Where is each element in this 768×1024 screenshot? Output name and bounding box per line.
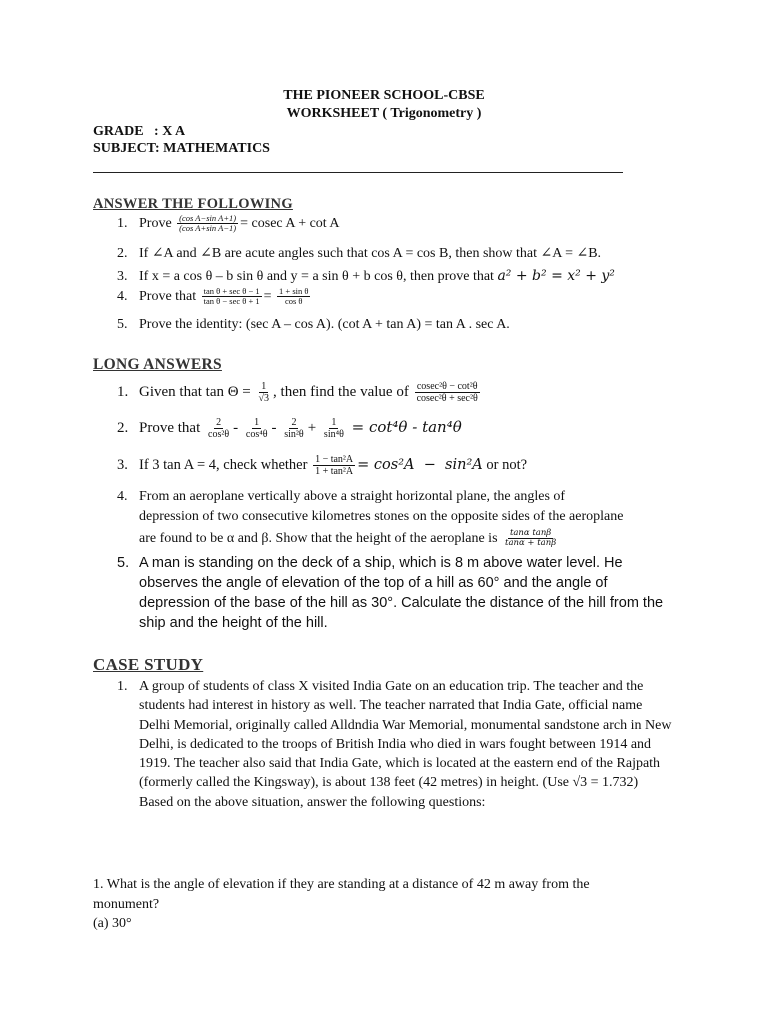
section-title-long-answers: LONG ANSWERS [93,356,222,373]
fraction: $\frac{\text{tanα tanβ}}{\tan\alpha + \tan\beta}$ [505,528,557,549]
worksheet-title: WORKSHEET ( Trigonometry ) [286,106,482,121]
case-study-paragraph: 1. A group of students of class X visited India Gate on an education trip. The teacher and the students had interest in history as well. The teacher narrated that India Gate, official name Delhi Memorial, originally called Alldndia War Memorial, monumental sandstone arch in New Delhi, is dedicated to the troops of British India who died in wars fought between 1914 and 1919. The teacher also said that India Gate, which is located at the eastern end of the Rajpath (formerly called the Kingsway), is about 138 feet (42 metres) in height. (Use √3 = 1.732) Based on the above situation, answer the following questions: [117,679,672,810]
question-text: 1. What is the angle of elevation if they are standing at a distance of 42 m away from the monument? [93,877,590,912]
grade-line: GRADE : X A [93,124,186,139]
fraction: $\frac{2}{\text{cos²θ}}$ [208,417,230,440]
fraction: $\frac{1}{√3}$ [258,381,270,404]
divider-rule [93,172,623,173]
list-item: 4. From an aeroplane vertically above a straight horizontal plane, the angles of depression of two consecutive kilometres stones on the opposite sides of the aeroplane are found to be α and β. Show that the height of the aeroplane is $\frac{\text{tanα tanβ}}{\tan\alpha + \tan\beta}$ [117,489,624,549]
fraction: $\frac{\text{tan θ + sec θ − 1}}{\text{tan θ − sec θ + 1}}$ [203,286,260,307]
list-item: 3. If x = a cos θ – b sin θ and y = a sin θ + b cos θ, then prove that a² + b² = x² + y² [117,268,615,284]
list-item: 5. A man is standing on the deck of a ship, which is 8 m above water level. He observes the angle of elevation of the top of a hill as 60° and the angle of depression of the base of the hill as 30°. Calculate the distance of the hill from the ship and the height of the hill. [117,555,664,631]
school-title: THE PIONEER SCHOOL-CBSE [283,88,485,103]
fraction: $\frac{1}{\text{cos⁴θ}}$ [245,417,268,440]
list-item: 1. Given that tan Θ = $\frac{1}{√3}$ , then find the value of $\frac{\text{cosec²θ − cot²θ}}{\text{cosec²θ + sec²θ}}$ [117,381,478,404]
fraction: $\frac{2}{\text{sin²θ}}$ [284,417,304,440]
fraction: $\frac{\text{1 − tan²A}}{\text{1 + tan²A}}$ [315,454,354,477]
subject-line: SUBJECT: MATHEMATICS [93,141,270,156]
fraction: $\frac{\text{(cos A−sin A+1)}}{\text{(cos A+sin A−1)}}$ [179,213,237,234]
option-a: (a) 30° [93,916,132,931]
list-item: 2. Prove that $\frac{2}{\text{cos²θ}}$ - $\frac{1}{\text{cos⁴θ}}$ - $\frac{2}{\text{sin²θ}}$ + $\frac{1}{\text{sin⁴θ}}$ = cot⁴θ - tan⁴θ [117,417,462,440]
list-item: 3. If 3 tan A = 4, check whether $\frac{\text{1 − tan²A}}{\text{1 + tan²A}}$ = cos²A − sin²A or not? [117,454,528,477]
fraction: $\frac{\text{1 + sin θ}}{\text{cos θ}}$ [279,286,309,307]
section-title-case-study: CASE STUDY [93,655,204,674]
list-item: 1. Prove $\frac{\text{(cos A−sin A+1)}}{\text{(cos A+sin A−1)}}$ = cosec A + cot A [117,213,340,234]
list-item: 4. Prove that $\frac{\text{tan θ + sec θ − 1}}{\text{tan θ − sec θ + 1}}$ = $\frac{\text{1 + sin θ}}{\text{cos θ}}$ [117,286,309,307]
fraction: $\frac{1}{\text{sin⁴θ}}$ [323,417,344,440]
section-title-answer-following: ANSWER THE FOLLOWING [93,196,293,212]
list-item: 2. If ∠A and ∠B are acute angles such that cos A = cos B, then show that ∠A = ∠B. [117,246,602,261]
fraction: $\frac{\text{cosec²θ − cot²θ}}{\text{cosec²θ + sec²θ}}$ [416,381,478,404]
list-item: 5. Prove the identity: (sec A – cos A). (cot A + tan A) = tan A . sec A. [117,317,510,332]
